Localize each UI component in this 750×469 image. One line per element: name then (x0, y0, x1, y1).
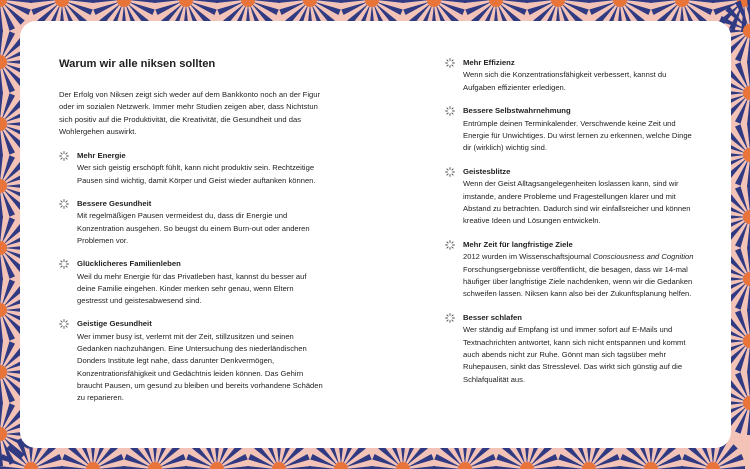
item-title: Geistige Gesundheit (77, 319, 152, 329)
item-body: Wenn sich die Konzentrationsfähigkeit verbessert, kannst du Aufgaben effizienter erledigen. (463, 70, 667, 92)
item-title: Mehr Zeit für langfristige Ziele (463, 240, 573, 250)
list-item-mehr-energie (59, 150, 324, 187)
list-item-mehr-effizienz (445, 57, 695, 94)
journal-title: Consciousness and Cognition (593, 252, 694, 262)
body-text: 2012 wurden im Wissenschaftsjournal (463, 252, 593, 262)
item-title: Bessere Selbstwahrnehmung (463, 106, 571, 116)
item-title: Mehr Effizienz (463, 58, 515, 67)
list-item-geistige-gesundheit (59, 318, 324, 404)
right-column (445, 57, 695, 397)
list-item-geistesblitze (445, 166, 695, 227)
content-card (20, 21, 731, 448)
sparkle-icon (59, 151, 69, 161)
item-body: Entrümple deinen Terminkalender. Verschwende keine Zeit und Energie für Unwichtiges. Du wirst lernen zu erkennen, welche Dinge dir (wirklich) wichtig sind. (463, 118, 692, 153)
item-body (445, 251, 695, 300)
sparkle-icon (445, 167, 455, 177)
list-item-selbstwahrnehmung (445, 105, 695, 154)
item-title: Glücklicheres Familienleben (77, 259, 181, 269)
body-text: Forschungsergebnisse veröffentlicht, die besagen, dass wir 14-mal häufiger über langfristige Ziele nachdenken, wenn wir die Gedanken schweifen lassen. Niksen kann also bei der Zukunftsplanung helfen. (463, 264, 693, 299)
item-title: Bessere Gesundheit (77, 199, 152, 209)
sparkle-icon (445, 313, 455, 323)
item-title: Geistesblitze (463, 167, 511, 177)
intro-paragraph: Der Erfolg von Niksen zeigt sich weder auf dem Bankkonto noch an der Figur oder im sozialen Netzwerk. Immer mehr Studien zeigen aber, dass Nichtstun sich positiv auf die Produktivität, die Kreativität, die Gesundheit und das Wohlergehen auswirkt. (59, 90, 321, 136)
list-item-langfristige-ziele (445, 239, 695, 300)
sparkle-icon (59, 259, 69, 269)
list-item-besser-schlafen (445, 312, 695, 386)
sparkle-icon (445, 106, 455, 116)
item-title: Mehr Energie (77, 151, 126, 161)
item-body: Wer immer busy ist, verlernt mit der Zeit, stillzusitzen und seinen Gedanken nachzuhängen. Eine Untersuchung des niederländischen Donders Institute legt nahe, dass darunter Denkvermögen, Konzentrationsfähigkeit und Gedächtnis leiden können. Das Gehirn braucht Pausen, um gesund zu bleiben und bereits vorhandene Schäden zu reparieren. (77, 331, 323, 403)
item-title: Besser schlafen (463, 313, 522, 323)
item-body: Wer ständig auf Empfang ist und immer sofort auf E-Mails und Textnachrichten antwortet, kann sich nicht entspannen und kommt auch abends nicht zur Ruhe. Gönnt man sich tagsüber mehr Ruhepausen, sinkt das Stresslevel. Das wirkt sich günstig auf die Schlafqualität aus. (463, 325, 686, 384)
sparkle-icon (445, 240, 455, 250)
item-body: Wenn der Geist Alltagsangelegenheiten loslassen kann, sind wir imstande, andere Probleme und Fragestellungen klarer und mit Abstand zu betrachten. Dadurch sind wir einfallsreicher und können kreative Ideen und Lösungen entwickeln. (463, 179, 691, 226)
page-heading: Warum wir alle niksen sollten (59, 58, 216, 70)
list-item-bessere-gesundheit (59, 198, 324, 247)
item-body: Weil du mehr Energie für das Privatleben hast, kannst du besser auf deine Familie eingehen. Kinder merken sehr genau, wenn Eltern gestresst und geistesabwesend sind. (77, 271, 307, 306)
item-body: Wer sich geistig erschöpft fühlt, kann nicht produktiv sein. Rechtzeitige Pausen sind wichtig, damit Körper und Geist wieder auftanken können. (77, 163, 316, 185)
sparkle-icon (59, 319, 69, 329)
item-body: Mit regelmäßigen Pausen vermeidest du, dass dir Energie und Konzentration ausgehen. So beugst du einem Burn-out oder anderen Problemen vor. (77, 211, 310, 245)
list-item-familienleben (59, 258, 324, 307)
left-column (59, 57, 324, 416)
sparkle-icon (59, 199, 69, 209)
sparkle-icon (445, 58, 455, 68)
